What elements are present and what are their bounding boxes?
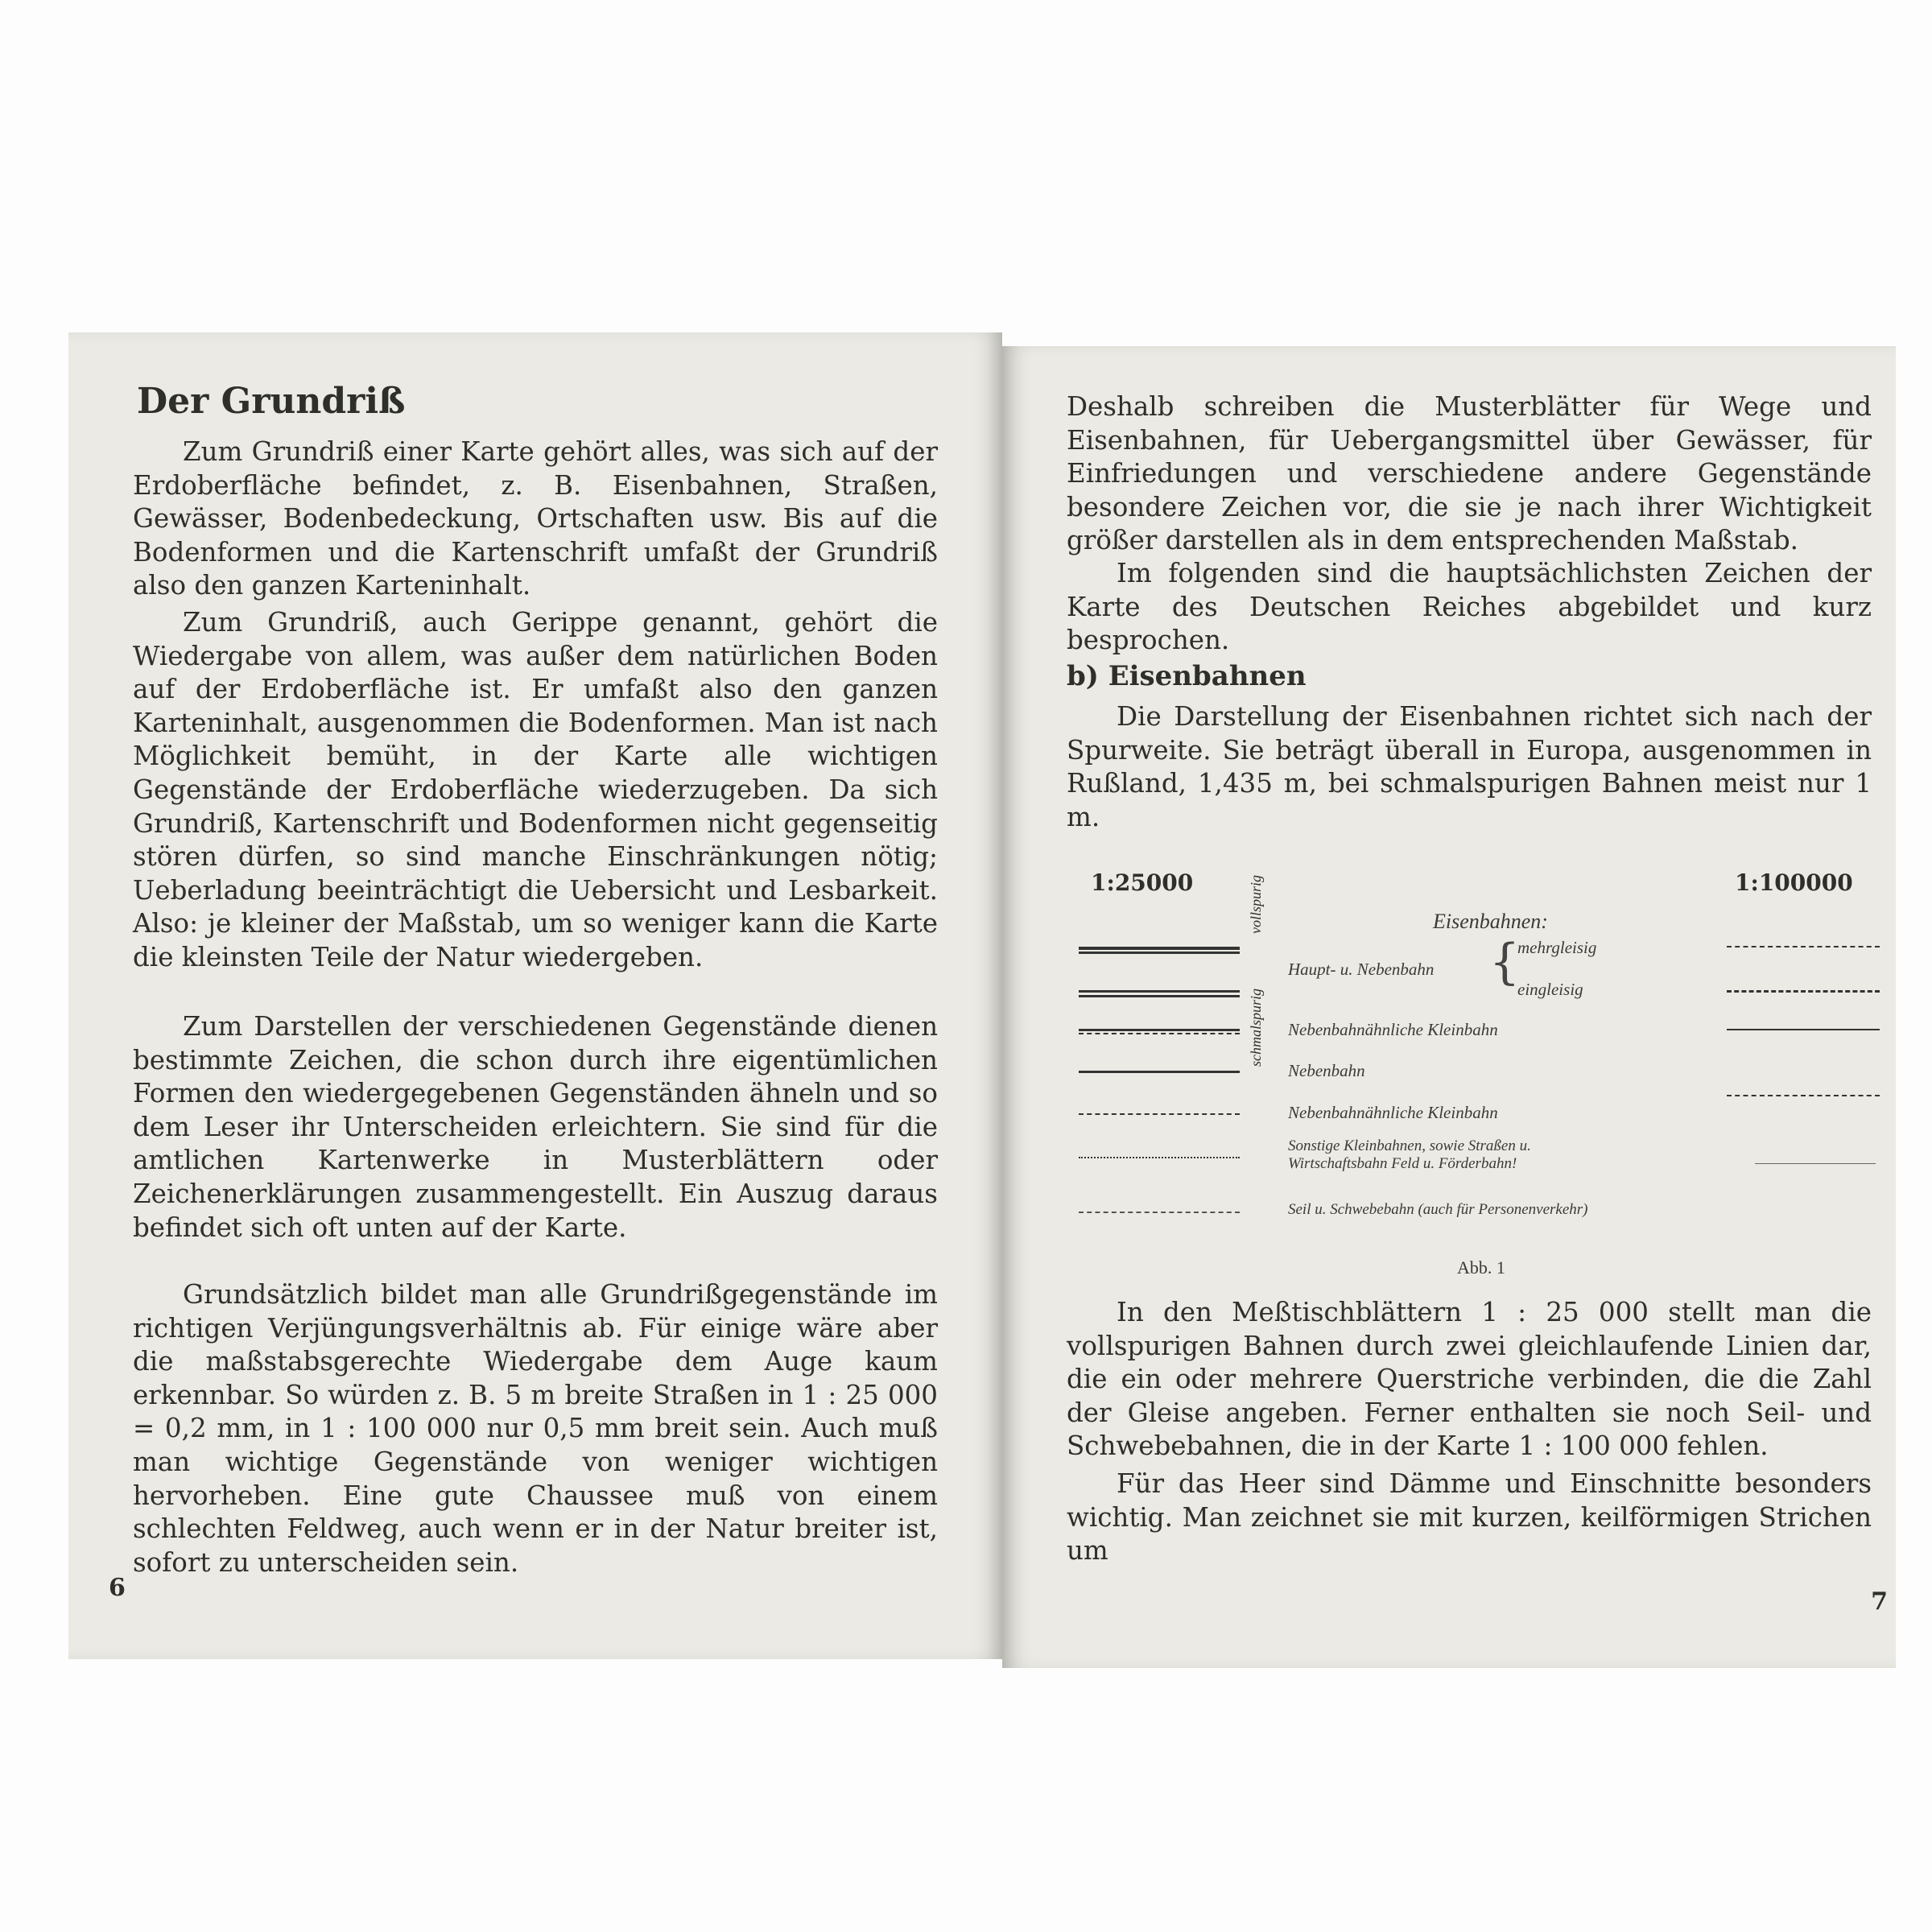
legend-title: Eisenbahnen:: [1433, 910, 1548, 933]
scale-left: 1:25000: [1091, 869, 1194, 896]
figure-caption: Abb. 1: [1457, 1257, 1505, 1278]
paragraph-7: Die Darstellung der Eisenbahnen richtet sich nach der Spurweite. Sie beträgt überall in Europa, ausgenommen in Rußland, 1,435 m, bei schmalspurigen Bahnen meist nur 1 m.: [1067, 701, 1872, 832]
legend-mehrgleisig: mehrgleisig: [1517, 938, 1597, 957]
scale-right: 1:100000: [1735, 869, 1853, 896]
legend-seilbahn: Seil u. Schwebebahn (auch für Personenverkehr): [1288, 1201, 1588, 1218]
legend-eingleisig: eingleisig: [1517, 980, 1583, 999]
section-heading: b) Eisenbahnen: [1067, 660, 1307, 692]
paragraph-5: Deshalb schreiben die Musterblätter für Wege und Eisenbahnen, für Uebergangsmittel über Gewässer, für Einfriedungen und verschiedene andere Gegenstände besondere Zeichen vor, die sie je nach ihrer Wichtigkeit größer darstellen als in dem entsprechenden Maßstab.: [1067, 391, 1872, 556]
symbol-sonstige-100000: [1755, 1163, 1876, 1164]
paragraph-9: Für das Heer sind Dämme und Einschnitte besonders wichtig. Man zeichnet sie mit kurzen, keilförmigen Strichen um: [1067, 1468, 1872, 1567]
legend-haupt: Haupt- u. Nebenbahn: [1288, 960, 1435, 979]
symbol-nebenbahn-25000: [1079, 1071, 1240, 1075]
symbol-eingleisig-25000: [1079, 990, 1240, 997]
paragraph-3: Zum Darstellen der verschiedenen Gegenstände dienen bestimmte Zeichen, die schon durch ihre eigentümlichen Formen den wiedergegebenen Gegenständen ähneln und so dem Leser ihr Unterscheiden erleichtern. Sie sind für die amtlichen Kartenwerke in Musterblättern oder Zeichenerklärungen zusammengestellt. Ein Auszug daraus befindet sich oft unten auf der Karte.: [133, 1011, 938, 1243]
paragraph-6: Im folgenden sind die hauptsächlichsten Zeichen der Karte des Deutschen Reiches abgebildet und kurz besprochen.: [1067, 558, 1872, 656]
paragraph-8: In den Meßtischblättern 1 : 25 000 stellt man die vollspurigen Bahnen durch zwei gleichlaufende Linien dar, die ein oder mehrere Querstriche verbinden, die die Zahl der Gleise angeben. Ferner enthalten sie noch Seil- und Schwebebahnen, die in der Karte 1 : 100 000 fehlen.: [1067, 1297, 1872, 1462]
legend-nebenbahn: Nebenbahn: [1288, 1061, 1365, 1080]
page-number-left: 6: [109, 1574, 126, 1602]
right-page: [1002, 346, 1896, 1668]
legend-kleinbahn: Nebenbahnähnliche Kleinbahn: [1288, 1020, 1498, 1039]
symbol-kleinbahn-100000: [1727, 1029, 1880, 1030]
legend-sonstige-2: Wirtschaftsbahn Feld u. Förderbahn!: [1288, 1155, 1517, 1172]
symbol-sonstige-25000: [1079, 1157, 1240, 1160]
side-label-narrow: schmalspurig: [1248, 988, 1264, 1067]
page-title: Der Grundriß: [137, 381, 406, 422]
symbol-kleinbahn-25000: [1079, 1029, 1240, 1034]
symbol-eingleisig-100000: [1727, 990, 1880, 993]
side-label-normal: vollspurig: [1248, 874, 1264, 934]
symbol-mehrgleisig-25000: [1079, 947, 1240, 954]
symbol-nebenbahn-100000: [1727, 1095, 1880, 1096]
paragraph-1: Zum Grundriß einer Karte gehört alles, was sich auf der Erdoberfläche befindet, z. B. Eisenbahnen, Straßen, Gewässer, Bodenbedeckung, Ortschaften usw. Bis auf die Bodenformen und die Kartenschrift umfaßt der Grundriß also den ganzen Karteninhalt.: [133, 436, 938, 601]
symbol-kleinbahn2-25000: [1079, 1113, 1240, 1117]
brace-icon: {: [1489, 934, 1521, 990]
paragraph-4: Grundsätzlich bildet man alle Grundrißgegenstände im richtigen Verjüngungsverhältnis ab. Für einige wäre aber die maßstabsgerechte Wiedergabe dem Auge kaum erkennbar. So würden z. B. 5 m breite Straßen in 1 : 25 000 = 0,2 mm, in 1 : 100 000 nur 0,5 mm breit sein. Auch muß man wichtige Gegenstände von weniger wichtigen hervorheben. Eine gute Chaussee muß von einem schlechten Feldweg, auch wenn er in der Natur breiter ist, sofort zu unterscheiden sein.: [133, 1279, 938, 1578]
paragraph-2: Zum Grundriß, auch Gerippe genannt, gehört die Wiedergabe von allem, was außer dem natürlichen Boden auf der Erdoberfläche ist. Er umfaßt also den ganzen Karteninhalt, ausgenommen die Bodenformen. Man ist nach Möglichkeit bemüht, in der Karte alle wichtigen Gegenstände der Erdoberfläche wiederzugeben. Da sich Grundriß, Kartenschrift und Bodenformen nicht gegenseitig stören dürfen, so sind manche Einschränkungen nötig; Ueberladung beeinträchtigt die Uebersicht und Lesbarkeit. Also: je kleiner der Maßstab, um so weniger kann die Karte die kleinsten Teile der Natur wiedergeben.: [133, 607, 938, 972]
page-number-right: 7: [1871, 1587, 1888, 1616]
legend-kleinbahn-2: Nebenbahnähnliche Kleinbahn: [1288, 1103, 1498, 1122]
legend-sonstige-1: Sonstige Kleinbahnen, sowie Straßen u.: [1288, 1137, 1531, 1154]
symbol-mehrgleisig-100000: [1727, 946, 1880, 947]
left-page: [68, 332, 1002, 1659]
symbol-seilbahn-25000: [1079, 1212, 1240, 1215]
